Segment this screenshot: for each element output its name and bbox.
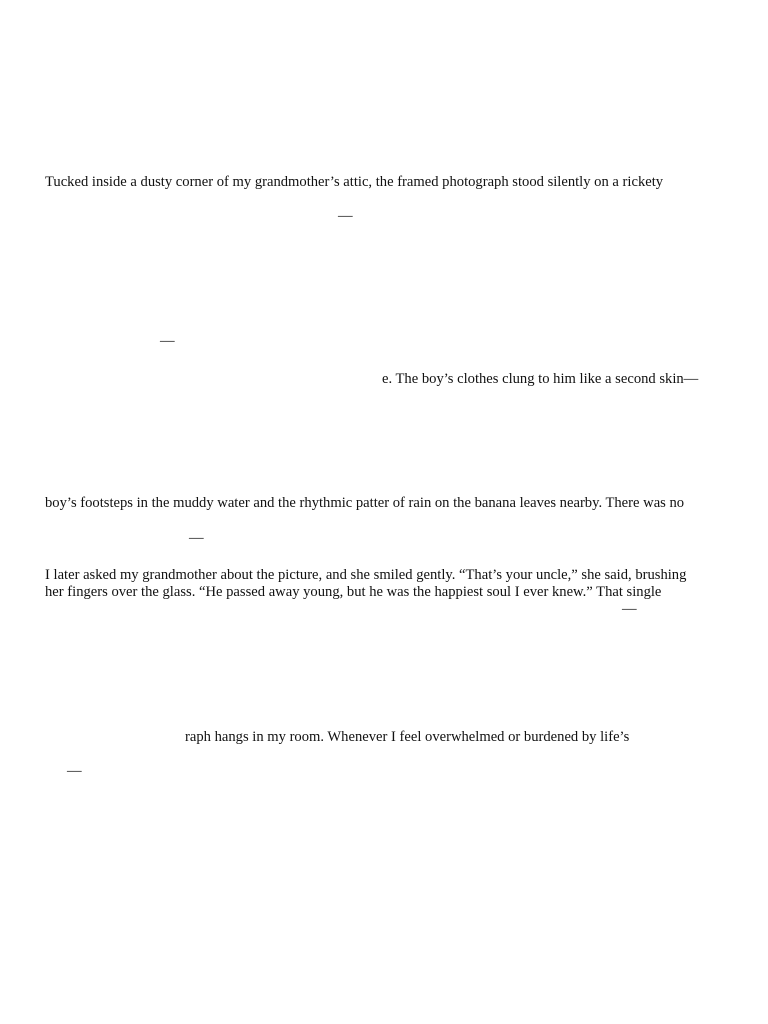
text-line-room: raph hangs in my room. Whenever I feel overwhelmed or burdened by life’s [185, 729, 630, 745]
text-line-clothes: e. The boy’s clothes clung to him like a second skin— [382, 371, 699, 387]
text-line-attic: Tucked inside a dusty corner of my grandmother’s attic, the framed photograph stood silently on a rickety [45, 174, 664, 190]
em-dash: — [622, 601, 637, 617]
em-dash: — [189, 530, 204, 546]
text-line-footsteps: boy’s footsteps in the muddy water and the rhythmic patter of rain on the banana leaves nearby. There was no [45, 495, 685, 511]
em-dash: — [338, 208, 353, 224]
text-line-grandmother: I later asked my grandmother about the picture, and she smiled gently. “That’s your uncle,” she said, brushing [45, 567, 687, 583]
em-dash: — [160, 333, 175, 349]
text-line-fingers: her fingers over the glass. “He passed away young, but he was the happiest soul I ever knew.” That single [45, 584, 662, 600]
em-dash: — [67, 763, 82, 779]
